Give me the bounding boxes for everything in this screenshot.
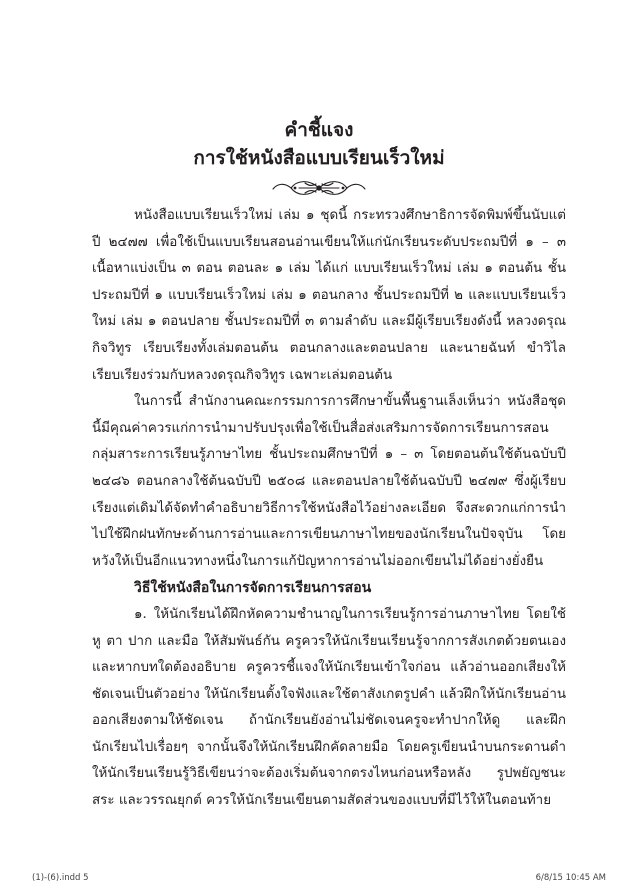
method-paragraph: ๑. ให้นักเรียนได้ฝึกหัดความชำนาญในการเรียนรู้การอ่านภาษาไทย โดยใช้หู ตา ปาก และมือ ให้สัมพันธ์กัน ครูควรให้นักเรียนเรียนรู้จากการสังเกตด้วยตนเองและหากบทใดต้องอธิบาย ครูควรชี้แจงให้นักเรียนเข้าใจก่อน แล้วอ่านออกเสียงให้ชัดเจนเป็นตัวอย่าง ให้นักเรียนตั้งใจฟังและใช้ตาสังเกตรูปคำ แล้วฝึกให้นักเรียนอ่านออกเสียงตามให้ชัดเจน ถ้านักเรียนยังอ่านไม่ชัดเจนครูจะทำปากให้ดู และฝึกนักเรียนไปเรื่อยๆ จากนั้นจึงให้นักเรียนฝึกคัดลายมือ โดยครูเขียนนำบนกระดานดำให้นักเรียนเรียนรู้วิธีเขียนว่าจะต้องเริ่มต้นจากตรงไหนก่อนหรือหลัง รูปพยัญชนะ สระ และวรรณยุกต์ ควรให้นักเรียนเขียนตามสัดส่วนของแบบที่มีไว้ให้ในตอนท้าย [92, 606, 566, 809]
page-body [92, 203, 566, 815]
floral-ornament-icon [269, 176, 369, 200]
page-title: คำชี้แจง [284, 119, 354, 141]
purpose-paragraph: ในการนี้ สำนักงานคณะกรรมการการศึกษาขั้นพื้นฐานเล็งเห็นว่า หนังสือชุดนี้มีคุณค่าควรแก่การนำมาปรับปรุงเพื่อใช้เป็นสื่อส่งเสริมการจัดการเรียนการสอนกลุ่มสาระการเรียนรู้ภาษาไทย ชั้นประถมศึกษาปีที่ ๑ – ๓ โดยตอนต้นใช้ต้นฉบับปี ๒๔๘๖ ตอนกลางใช้ต้นฉบับปี ๒๕๐๘ และตอนปลายใช้ต้นฉบับปี ๒๔๗๙ ซึ่งผู้เรียบเรียงแต่เดิมได้จัดทำคำอธิบายวิธีการใช้หนังสือไว้อย่างละเอียด จึงสะดวกแก่การนำไปใช้ฝึกฝนทักษะด้านการอ่านและการเขียนภาษาไทยของนักเรียนในปัจจุบัน โดยหวังให้เป็นอีกแนวทางหนึ่งในการแก้ปัญหาการอ่านไม่ออกเขียนไม่ได้อย่างยั่งยืน [92, 394, 566, 569]
intro-paragraph: หนังสือแบบเรียนเร็วใหม่ เล่ม ๑ ชุดนี้ กระทรวงศึกษาธิการจัดพิมพ์ขึ้นนับแต่ปี ๒๔๗๗ เพื่อใช้เป็นแบบเรียนสอนอ่านเขียนให้แก่นักเรียนระดับประถมปีที่ ๑ – ๓ เนื้อหาแบ่งเป็น ๓ ตอน ตอนละ ๑ เล่ม ได้แก่ แบบเรียนเร็วใหม่ เล่ม ๑ ตอนต้น ชั้นประถมปีที่ ๑ แบบเรียนเร็วใหม่ เล่ม ๑ ตอนกลาง ชั้นประถมปีที่ ๒ และแบบเรียนเร็วใหม่ เล่ม ๑ ตอนปลาย ชั้นประถมปีที่ ๓ ตามลำดับ และมีผู้เรียบเรียงดังนี้ หลวงดรุณกิจวิทูร เรียบเรียงทั้งเล่มตอนต้น ตอนกลางและตอนปลาย และนายฉันท์ ขำวิไล เรียบเรียงร่วมกับหลวงดรุณกิจวิทูร เฉพาะเล่มตอนต้น [92, 208, 566, 383]
footer-timestamp: 6/8/15 10:45 AM [535, 873, 606, 883]
footer-filename: (1)-(6).indd 5 [32, 873, 89, 883]
section-heading: วิธีใช้หนังสือในการจัดการเรียนการสอน [134, 580, 372, 597]
page-subtitle: การใช้หนังสือแบบเรียนเร็วใหม่ [193, 147, 445, 169]
